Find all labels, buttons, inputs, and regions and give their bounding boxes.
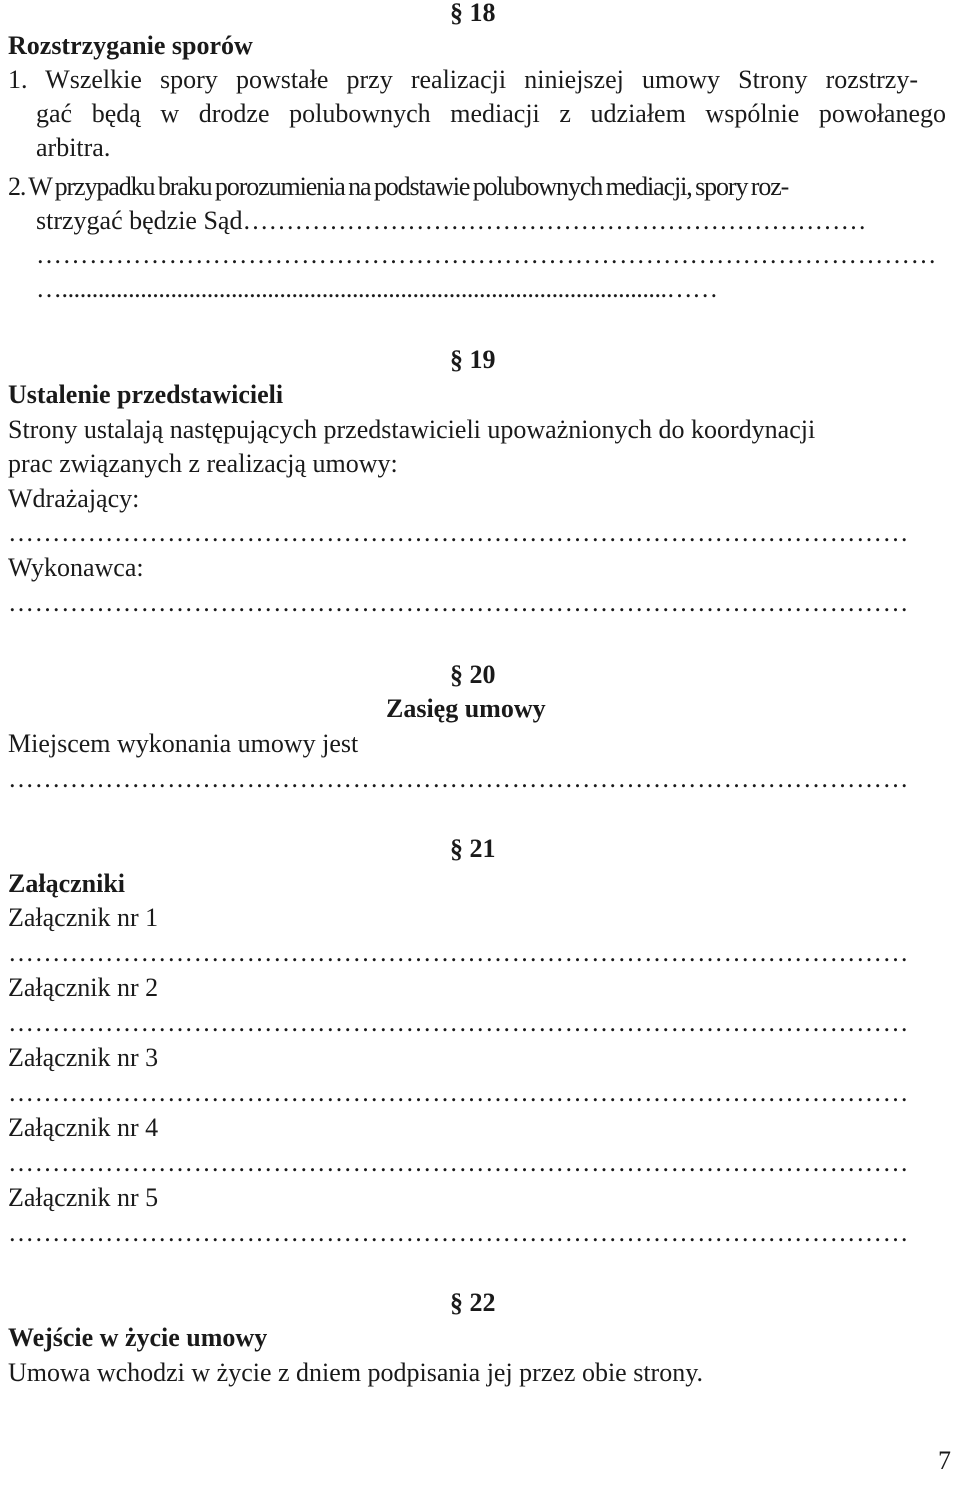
attachment-label: Załącznik nr 4	[8, 1113, 159, 1142]
paragraph-line: 1. Wszelkie spory powstałe przy realizacji niniejszej umowy Strony rozstrzy-	[8, 65, 918, 94]
fill-in-dotted-line: …………………………………………………………………………………………	[8, 1078, 909, 1107]
attachment-label: Załącznik nr 5	[8, 1183, 159, 1212]
section-heading-entry-into-force: Wejście w życie umowy	[8, 1323, 268, 1352]
field-label-implementer: Wdrażający:	[8, 484, 140, 513]
section-heading-scope: Zasięg umowy	[386, 694, 546, 723]
section-heading-representatives: Ustalenie przedstawicieli	[8, 380, 284, 409]
paragraph-line: Strony ustalają następujących przedstawicieli upoważnionych do koordynacji	[8, 415, 816, 444]
section-heading-disputes: Rozstrzyganie sporów	[8, 31, 253, 60]
paragraph-line: Umowa wchodzi w życie z dniem podpisania jej przez obie strony.	[8, 1358, 704, 1387]
paragraph-line: prac związanych z realizacją umowy:	[8, 449, 398, 478]
section-heading-attachments: Załączniki	[8, 869, 126, 898]
fill-in-dotted-line: …………………………………………………………………………………………	[8, 1218, 909, 1247]
paragraph-line: gać będą w drodze polubownych mediacji z udziałem wspólnie powołanego	[36, 99, 946, 128]
paragraph-line: arbitra.	[36, 133, 111, 162]
paragraph-line: 2. W przypadku braku porozumienia na podstawie polubownych mediacji, spory roz-	[8, 172, 789, 201]
fill-in-dotted-line: …………………………………………………………………………………………	[8, 518, 909, 547]
page-number: 7	[938, 1446, 951, 1475]
section-number-21: § 21	[450, 834, 496, 863]
section-number-18: § 18	[450, 0, 496, 27]
fill-in-dotted-line: …....................................................................................................……	[36, 274, 718, 303]
fill-in-dotted-line: …………………………………………………………………………………………	[8, 938, 909, 967]
fill-in-dotted-line: …………………………………………………………………………………………	[8, 764, 909, 793]
fill-in-dotted-line: …………………………………………………………………………………………	[8, 1148, 909, 1177]
fill-in-dotted-line: …………………………………………………………………………………………	[8, 1008, 909, 1037]
paragraph-line: strzygać będzie Sąd………………………………………………………………	[36, 206, 867, 235]
paragraph-line: Miejscem wykonania umowy jest	[8, 729, 359, 758]
section-number-19: § 19	[450, 345, 496, 374]
attachment-label: Załącznik nr 3	[8, 1043, 159, 1072]
fill-in-dotted-line: …………………………………………………………………………………………	[8, 588, 909, 617]
field-label-contractor: Wykonawca:	[8, 553, 144, 582]
section-number-20: § 20	[450, 660, 496, 689]
attachment-label: Załącznik nr 1	[8, 903, 159, 932]
attachment-label: Załącznik nr 2	[8, 973, 159, 1002]
fill-in-dotted-line: …………………………………………………………………………………………	[36, 240, 937, 269]
section-number-22: § 22	[450, 1288, 496, 1317]
